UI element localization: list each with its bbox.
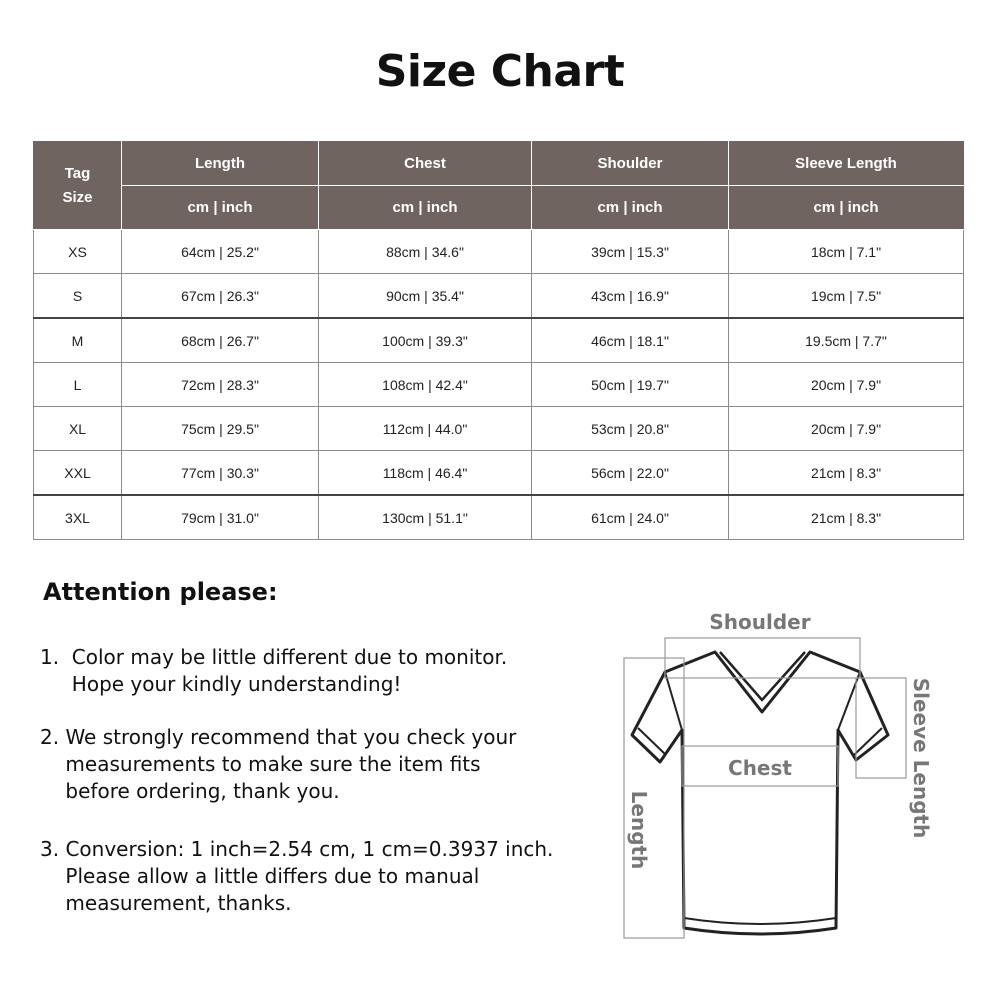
chest-cell: 108cm | 42.4"	[319, 363, 532, 407]
length-cell: 75cm | 29.5"	[122, 407, 319, 451]
chest-cell: 88cm | 34.6"	[319, 230, 532, 274]
tshirt-icon	[632, 652, 888, 934]
sleeve-cell: 20cm | 7.9"	[729, 363, 964, 407]
length-cell: 67cm | 26.3"	[122, 274, 319, 319]
chest-cell: 130cm | 51.1"	[319, 495, 532, 540]
tag-size-header	[34, 142, 122, 230]
size-table	[33, 141, 964, 540]
table-row	[34, 363, 964, 407]
unit-header: cm | inch	[729, 186, 964, 230]
chest-cell: 100cm | 39.3"	[319, 318, 532, 363]
sleeve-cell: 18cm | 7.1"	[729, 230, 964, 274]
shoulder-cell: 43cm | 16.9"	[532, 274, 729, 319]
note-3: 3. Conversion: 1 inch=2.54 cm, 1 cm=0.3937 inch. Please allow a little differs due to manual measurement, thanks.	[40, 837, 554, 915]
attention-heading: Attention please:	[43, 578, 278, 606]
size-cell: XS	[34, 230, 122, 274]
chest-cell: 118cm | 46.4"	[319, 451, 532, 496]
note-1: 1. Color may be little different due to monitor. Hope your kindly understanding!	[40, 645, 508, 696]
shoulder-cell: 46cm | 18.1"	[532, 318, 729, 363]
shoulder-cell: 61cm | 24.0"	[532, 495, 729, 540]
chest-cell: 112cm | 44.0"	[319, 407, 532, 451]
shoulder-cell: 50cm | 19.7"	[532, 363, 729, 407]
shoulder-cell: 53cm | 20.8"	[532, 407, 729, 451]
sleeve-cell: 21cm | 8.3"	[729, 495, 964, 540]
size-label: Size	[62, 188, 93, 206]
length-cell: 79cm | 31.0"	[122, 495, 319, 540]
sleeve-cell: 20cm | 7.9"	[729, 407, 964, 451]
chest-label: Chest	[728, 756, 792, 780]
length-label: Length	[627, 790, 651, 870]
size-cell: M	[34, 318, 122, 363]
shoulder-cell: 56cm | 22.0"	[532, 451, 729, 496]
sleeve-cell: 19cm | 7.5"	[729, 274, 964, 319]
tshirt-measurement-diagram	[610, 600, 950, 945]
column-header-shoulder: Shoulder	[532, 142, 729, 186]
table-row	[34, 230, 964, 274]
length-cell: 72cm | 28.3"	[122, 363, 319, 407]
sleeve-length-label: Sleeve Length	[909, 677, 933, 839]
tag-label: Tag	[64, 164, 91, 182]
sleeve-cell: 21cm | 8.3"	[729, 451, 964, 496]
length-cell: 77cm | 30.3"	[122, 451, 319, 496]
size-cell: L	[34, 363, 122, 407]
size-cell: 3XL	[34, 495, 122, 540]
unit-header: cm | inch	[532, 186, 729, 230]
length-cell: 64cm | 25.2"	[122, 230, 319, 274]
column-header-chest: Chest	[319, 142, 532, 186]
column-header-length: Length	[122, 142, 319, 186]
size-cell: XL	[34, 407, 122, 451]
size-cell: S	[34, 274, 122, 319]
page-title: Size Chart	[375, 46, 625, 97]
table-row	[34, 407, 964, 451]
shoulder-cell: 39cm | 15.3"	[532, 230, 729, 274]
column-header-sleeve-length: Sleeve Length	[729, 142, 964, 186]
length-cell: 68cm | 26.7"	[122, 318, 319, 363]
sleeve-cell: 19.5cm | 7.7"	[729, 318, 964, 363]
table-row	[34, 274, 964, 319]
size-cell: XXL	[34, 451, 122, 496]
shoulder-label: Shoulder	[709, 610, 811, 634]
unit-header: cm | inch	[122, 186, 319, 230]
table-row	[34, 495, 964, 540]
table-row	[34, 451, 964, 496]
note-2: 2. We strongly recommend that you check your measurements to make sure the item fits before ordering, thank you.	[40, 725, 517, 803]
table-row	[34, 318, 964, 363]
chest-cell: 90cm | 35.4"	[319, 274, 532, 319]
unit-header: cm | inch	[319, 186, 532, 230]
